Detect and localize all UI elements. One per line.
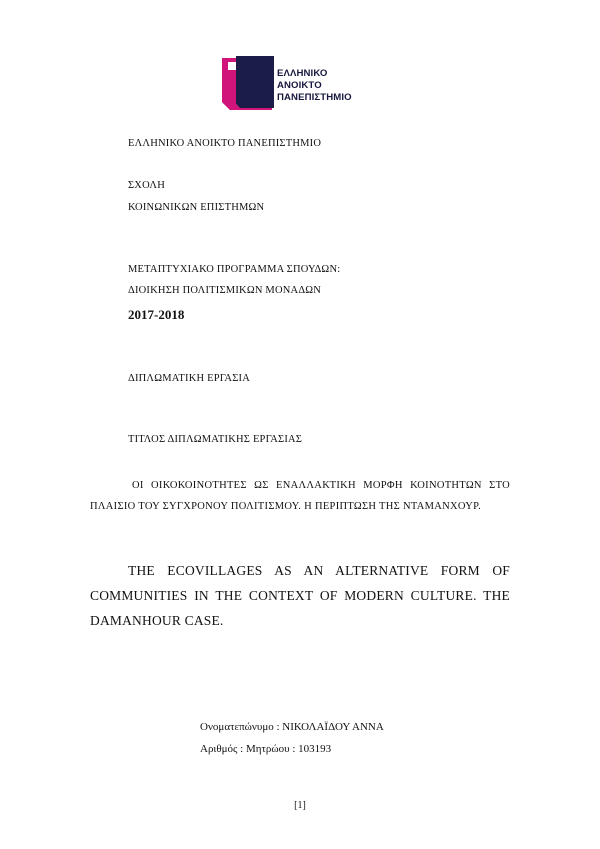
thesis-title-english-text: THE ECOVILLAGES AS AN ALTERNATIVE FORM OF COMMUNITIES IN THE CONTEXT OF MODERN CULTURE. THE DAMANHOUR CASE.: [90, 563, 510, 628]
page-number: [1]: [294, 800, 306, 811]
academic-years: 2017-2018: [128, 307, 185, 322]
thesis-title-english: [90, 558, 510, 633]
program-line-1: ΜΕΤΑΠΤΥΧΙΑΚΟ ΠΡΟΓΡΑΜΜΑ ΣΠΟΥΔΩΝ:: [128, 264, 341, 275]
university-logo: [222, 56, 372, 112]
logo-line-3: ΠΑΝΕΠΙΣΤΗΜΙΟ: [277, 92, 352, 103]
thesis-title-greek-text: ΟΙ ΟΙΚΟΚΟΙΝΟΤΗΤΕΣ ΩΣ ΕΝΑΛΛΑΚΤΙΚΗ ΜΟΡΦΗ ΚΟΙΝΟΤΗΤΩΝ ΣΤΟ ΠΛΑΙΣΙΟ ΤΟΥ ΣΥΓΧΡΟΝΟΥ ΠΟΛΙΤΙΣΜΟΥ. Η ΠΕΡΙΠΤΩΣΗ ΤΗΣ ΝΤΑΜΑΝΧΟΥΡ.: [90, 480, 510, 512]
program-line-2: ΔΙΟΙΚΗΣΗ ΠΟΛΙΤΙΣΜΙΚΩΝ ΜΟΝΑΔΩΝ: [128, 285, 322, 296]
logo-text: [277, 68, 377, 104]
school-name: ΚΟΙΝΩΝΙΚΩΝ ΕΠΙΣΤΗΜΩΝ: [128, 202, 265, 213]
university-name: ΕΛΛΗΝΙΚΟ ΑΝΟΙΚΤΟ ΠΑΝΕΠΙΣΤΗΜΙΟ: [128, 138, 322, 149]
thesis-type: ΔΙΠΛΩΜΑΤΙΚΗ ΕΡΓΑΣΙΑ: [128, 373, 250, 384]
logo-line-1: ΕΛΛΗΝΙΚΟ: [277, 68, 328, 79]
school-label: ΣΧΟΛΗ: [128, 180, 165, 191]
logo-mark-icon: [222, 56, 274, 112]
author-registration-number: Αριθμός : Μητρώου : 103193: [200, 743, 332, 755]
thesis-title-label: ΤΙΤΛΟΣ ΔΙΠΛΩΜΑΤΙΚΗΣ ΕΡΓΑΣΙΑΣ: [128, 434, 303, 445]
author-name: Ονοματεπώνυμο : ΝΙΚΟΛΑΪΔΟΥ ΑΝΝΑ: [200, 721, 384, 733]
thesis-title-greek: [90, 475, 510, 517]
author-block: [200, 716, 384, 760]
logo-line-2: ΑΝΟΙΚΤΟ: [277, 80, 322, 91]
